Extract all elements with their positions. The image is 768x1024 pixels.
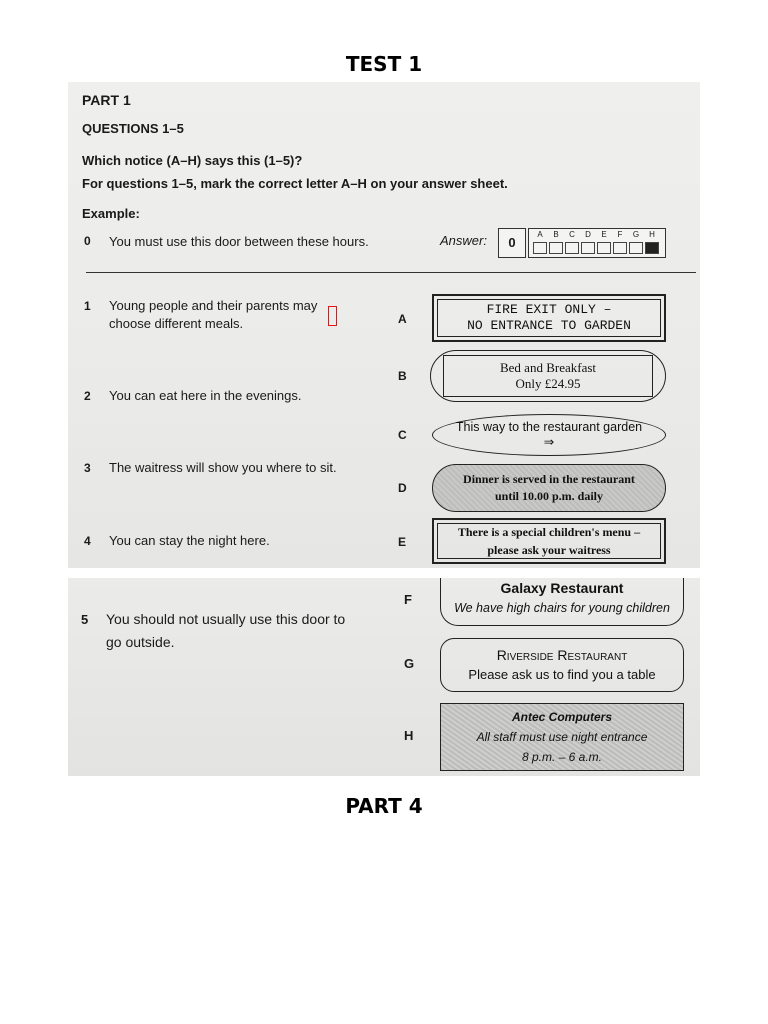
notice-letter: D	[398, 481, 407, 495]
question-text: The waitress will show you where to sit.	[109, 460, 337, 475]
notice-line: This way to the restaurant garden	[455, 420, 643, 434]
notice-line: Bed and Breakfast	[499, 360, 597, 375]
notice-letter: B	[398, 369, 407, 383]
exam-photo-part2	[68, 578, 700, 776]
notice-d	[432, 464, 666, 512]
notice-line: Only £24.95	[515, 376, 581, 391]
questions-title: QUESTIONS 1–5	[82, 121, 184, 136]
instruction-line-1: Which notice (A–H) says this (1–5)?	[82, 153, 303, 168]
notice-e	[432, 518, 666, 564]
question-text: You can eat here in the evenings.	[109, 388, 302, 403]
notice-line: please ask your waitress	[487, 543, 611, 557]
notice-h	[440, 703, 684, 771]
example-text: You must use this door between these hours.	[109, 234, 369, 249]
notice-f	[440, 578, 684, 626]
notice-line: Riverside Restaurant	[496, 647, 628, 663]
answer-letter: B	[553, 230, 559, 239]
answer-cell	[533, 242, 547, 254]
question-number: 2	[84, 389, 91, 403]
notice-g	[440, 638, 684, 692]
notice-line: Dinner is served in the restaurant	[463, 472, 635, 486]
notice-line: until 10.00 p.m. daily	[494, 489, 604, 503]
notice-line: Antec Computers	[511, 710, 612, 724]
notice-b	[430, 350, 666, 402]
text-cursor-marker	[328, 306, 337, 326]
answer-letter: E	[601, 230, 607, 239]
notice-line: There is a special children's menu –	[457, 525, 641, 539]
example-label: Example:	[82, 206, 140, 221]
notice-letter: G	[404, 656, 415, 671]
test-heading: TEST 1	[345, 52, 423, 76]
notice-letter: A	[398, 312, 407, 326]
answer-cell-marked	[645, 242, 659, 254]
answer-cells	[533, 242, 661, 254]
question-text: go outside.	[106, 634, 175, 650]
answer-cell	[613, 242, 627, 254]
question-text: You should not usually use this door to	[106, 611, 346, 627]
answer-letters	[532, 230, 660, 239]
question-number: 5	[81, 612, 89, 627]
answer-value: 0	[498, 228, 526, 258]
answer-cell	[629, 242, 643, 254]
question-text: Young people and their parents may	[109, 298, 318, 313]
question-number: 3	[84, 461, 91, 475]
answer-letter: A	[537, 230, 543, 239]
question-number: 4	[84, 534, 91, 548]
answer-letter: D	[585, 230, 591, 239]
notice-c	[432, 414, 666, 456]
notice-line: All staff must use night entrance	[476, 730, 648, 744]
answer-letter: H	[649, 230, 655, 239]
section-divider	[86, 272, 696, 273]
question-text: choose different meals.	[109, 316, 244, 331]
notice-letter: H	[404, 728, 414, 743]
example-number: 0	[84, 234, 91, 248]
question-text: You can stay the night here.	[109, 533, 270, 548]
notice-line: Please ask us to find you a table	[468, 667, 656, 682]
answer-letter: C	[569, 230, 575, 239]
notice-a	[432, 294, 666, 342]
notice-letter: C	[398, 428, 407, 442]
notice-line: Galaxy Restaurant	[500, 579, 624, 596]
notice-line: NO ENTRANCE TO GARDEN	[467, 318, 631, 333]
answer-cell	[549, 242, 563, 254]
notice-line: We have high chairs for young children	[454, 600, 670, 615]
question-number: 1	[84, 299, 91, 313]
answer-letter: G	[632, 230, 640, 239]
answer-cell	[565, 242, 579, 254]
part4-heading: PART 4	[345, 794, 423, 818]
answer-label: Answer:	[440, 233, 487, 248]
answer-cell	[597, 242, 611, 254]
answer-letter: F	[617, 230, 623, 239]
notice-line: 8 p.m. – 6 a.m.	[521, 750, 603, 764]
arrow-right-icon: ⇒	[543, 435, 555, 449]
instruction-line-2: For questions 1–5, mark the correct letter A–H on your answer sheet.	[82, 176, 508, 191]
notice-letter: E	[398, 535, 407, 549]
notice-line: FIRE EXIT ONLY –	[486, 302, 612, 317]
notice-letter: F	[404, 592, 412, 607]
part-title: PART 1	[82, 92, 131, 108]
answer-cell	[581, 242, 595, 254]
exam-photo-part1	[68, 82, 700, 568]
